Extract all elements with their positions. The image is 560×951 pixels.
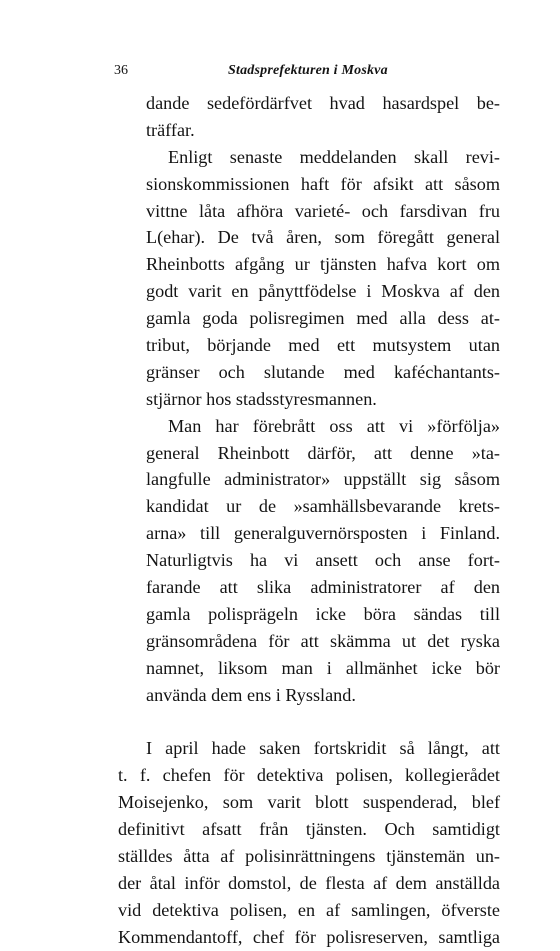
paragraph [118,735,500,950]
text-line: Rheinbotts afgång ur tjänsten hafva kort om [146,254,500,275]
text-line: general Rheinbott därför, att denne »ta- [146,442,500,463]
paragraph [146,413,500,709]
text-line: stjärnor hos stadsstyresmannen. [146,388,377,409]
paragraph [146,144,500,413]
text-line: gamla goda polisregimen med alla dess at- [146,308,500,329]
running-title: Stadsprefekturen i Moskva [228,63,388,78]
text-line: farande att slika administratorer af den [146,577,500,598]
text-line: Moisejenko, som varit blott suspenderad, blef [118,792,500,813]
text-line: vid detektiva polisen, en af samlingen, öfverste [118,899,500,920]
paragraph [146,90,500,144]
text-line: Kommendantoff, chef för polisreserven, samtliga [118,926,500,947]
text-line: träffar. [146,119,195,140]
text-line: der åtal inför domstol, de flesta af dem anställda [118,872,500,893]
text-line: namnet, liksom man i allmänhet icke bör [146,657,500,678]
text-line: tribut, börjande med ett mutsystem utan [146,335,500,356]
text-line: I april hade saken fortskridit så långt, att [146,738,500,759]
text-line: godt varit en pånyttfödelse i Moskva af den [146,281,500,302]
text-line: Man har förebrått oss att vi »förfölja» [168,415,500,436]
text-line: använda dem ens i Ryssland. [146,684,356,705]
text-line: t. f. chefen för detektiva polisen, kollegierådet [118,765,500,786]
text-line: dande sedefördärfvet hvad hasardspel be- [146,93,500,113]
text-line: kandidat ur de »samhällsbevarande krets- [146,496,500,517]
page-number: 36 [114,63,128,78]
text-line: gränser och slutande med kaféchantants- [146,361,500,382]
text-line: sionskommissionen haft för afsikt att såsom [146,173,500,194]
text-line: Naturligtvis ha vi ansett och anse fort- [146,550,500,571]
text-line: langfulle administrator» uppställt sig såsom [146,469,500,490]
text-line: Enligt senaste meddelanden skall revi- [168,146,500,167]
page-header [0,63,560,83]
text-line: arna» till generalguvernörsposten i Finland. [146,523,500,544]
section-gap [146,708,500,735]
page-body [118,90,500,951]
text-line: gamla polisprägeln icke böra sändas till [146,603,500,624]
text-line: definitivt afsatt från tjänsten. Och samtidigt [118,819,500,840]
text-line: ställdes åtta af polisinrättningens tjänstemän un- [118,846,500,867]
text-line: vittne låta afhöra varieté- och farsdivan fru [146,200,500,221]
text-line: gränsområdena för att skämma ut det ryska [146,630,500,651]
text-line: L(ehar). De två åren, som föregått general [146,227,500,248]
